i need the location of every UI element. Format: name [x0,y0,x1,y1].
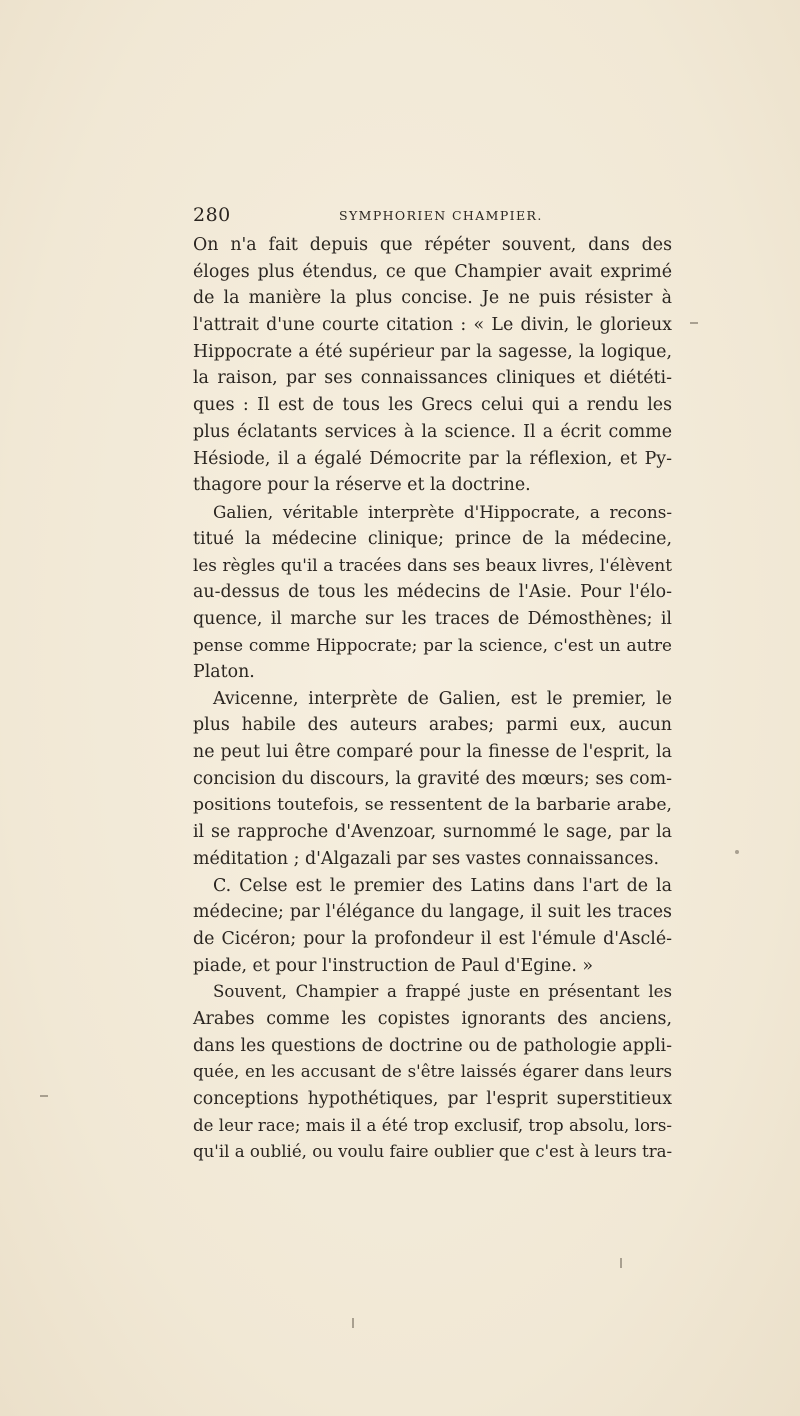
text-line: il se rapproche d'Avenzoar, surnommé le sage, par la [193,822,672,843]
text-line: plus éclatants services à la science. Il a écrit comme [193,421,672,442]
text-line: dans les questions de doctrine ou de pathologie appli- [193,1035,672,1056]
margin-speck [690,322,698,324]
margin-speck [620,1258,622,1268]
text-line: conceptions hypothétiques, par l'esprit superstitieux [193,1089,672,1109]
body-text [193,232,672,1166]
text-line: ques : Il est de tous les Grecs celui qui a rendu les [193,395,672,416]
text-line: positions toutefois, se ressentent de la barbarie arabe, [193,795,672,816]
text-line: piade, et pour l'instruction de Paul d'Egine. » [193,955,594,976]
text-line: de Cicéron; pour la profondeur il est l'émule d'Asclé- [193,928,672,949]
text-line: Avicenne, interprète de Galien, est le premier, le [213,688,672,709]
text-line: méditation ; d'Algazali par ses vastes connaissances. [193,848,659,869]
text-line: l'attrait d'une courte citation : « Le divin, le glorieux [193,315,672,336]
text-line: Souvent, Champier a frappé juste en présentant les [213,982,672,1002]
text-line: On n'a fait depuis que répéter souvent, dans des [193,235,672,255]
text-line: quée, en les accusant de s'être laissés égarer dans leurs [193,1062,672,1082]
text-line: qu'il a oublié, ou voulu faire oublier que c'est à leurs tra- [193,1142,673,1162]
page-number: 280 [193,204,231,226]
text-line: au-dessus de tous les médecins de l'Asie. Pour l'élo- [193,581,672,602]
text-line: Platon. [193,662,255,682]
text-line: Galien, véritable interprète d'Hippocrate, a recons- [213,501,672,522]
text-line: thagore pour la réserve et la doctrine. [193,475,531,496]
text-line: les règles qu'il a tracées dans ses beaux livres, l'élèvent [193,555,672,576]
text-line: quence, il marche sur les traces de Démosthènes; il [193,608,672,629]
text-line: Arabes comme les copistes ignorants des anciens, [193,1008,672,1029]
text-line: de leur race; mais il a été trop exclusif, trop absolu, lors- [193,1115,672,1135]
text-line: Hippocrate a été supérieur par la sagesse, la logique, [193,341,672,362]
page-header [193,204,673,228]
text-line: C. Celse est le premier des Latins dans l'art de la [213,875,672,896]
text-line: titué la médecine clinique; prince de la médecine, [193,528,672,549]
running-title: SYMPHORIEN CHAMPIER. [339,208,543,223]
text-line: concision du discours, la gravité des mœurs; ses com- [193,768,672,789]
text-line: Hésiode, il a égalé Démocrite par la réflexion, et Py- [193,448,672,469]
text-line: plus habile des auteurs arabes; parmi eux, aucun [193,715,672,736]
margin-speck [40,1095,48,1097]
text-line: médecine; par l'élégance du langage, il suit les traces [193,902,672,923]
text-line: ne peut lui être comparé pour la finesse de l'esprit, la [193,742,672,763]
margin-speck [352,1318,354,1328]
text-line: éloges plus étendus, ce que Champier avait exprimé [193,261,672,282]
text-line: pense comme Hippocrate; par la science, c'est un autre [193,635,672,656]
text-line: de la manière la plus concise. Je ne puis résister à [193,288,672,309]
margin-speck [735,850,739,854]
text-line: la raison, par ses connaissances cliniques et diététi- [193,368,672,389]
